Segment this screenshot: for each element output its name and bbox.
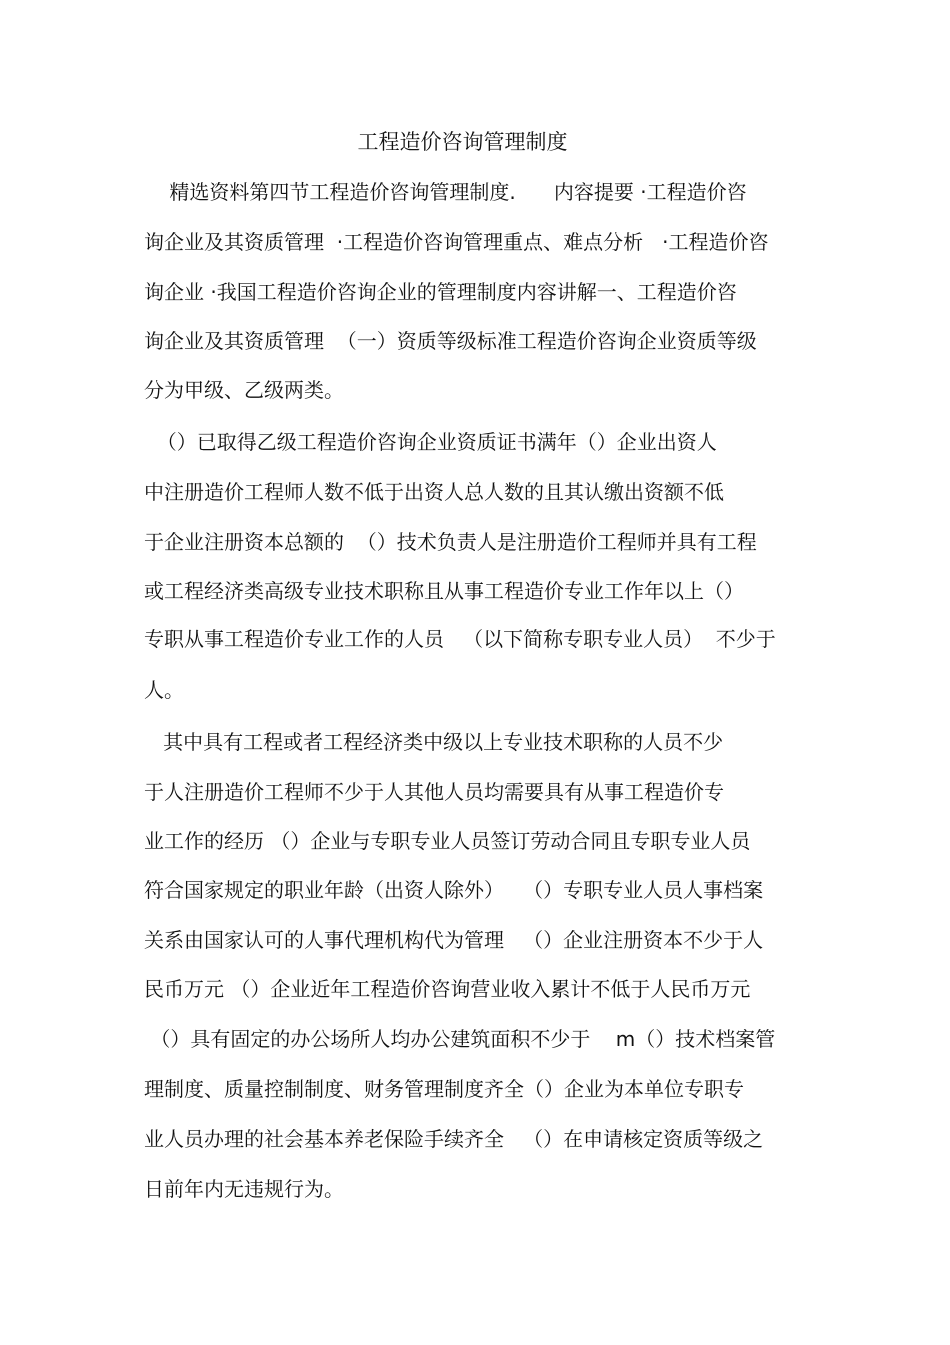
paragraph-3-line-10: 日前年内无违规行为。 [144, 1177, 344, 1201]
paragraph-1-line-1: 精选资料第四节工程造价咨询管理制度. 内容提要 ·工程造价咨 [144, 180, 747, 204]
paragraph-3-line-9: 业人员办理的社会基本养老保险手续齐全 （）在申请核定资质等级之 [144, 1127, 764, 1151]
paragraph-3-line-4: 符合国家规定的职业年龄（出资人除外） （）专职专业人员人事档案 [144, 878, 764, 902]
paragraph-3-line-7: （）具有固定的办公场所人均办公建筑面积不少于 m（）技术档案管 [144, 1027, 776, 1051]
paragraph-3-line-6: 民币万元 （）企业近年工程造价咨询营业收入累计不低于人民币万元 [144, 977, 751, 1001]
paragraph-2-line-1: （）已取得乙级工程造价咨询企业资质证书满年（）企业出资人 [144, 430, 717, 454]
paragraph-2-line-3: 于企业注册资本总额的 （）技术负责人是注册造价工程师并具有工程 [144, 530, 757, 554]
paragraph-3-line-5: 关系由国家认可的人事代理机构代为管理 （）企业注册资本不少于人 [144, 928, 764, 952]
document-title: 工程造价咨询管理制度 [357, 130, 568, 154]
paragraph-3-line-3: 业工作的经历 （）企业与专职专业人员签订劳动合同且专职专业人员 [144, 829, 751, 853]
paragraph-2-line-4: 或工程经济类高级专业技术职称且从事工程造价专业工作年以上（） [144, 579, 744, 603]
paragraph-3-line-1: 其中具有工程或者工程经济类中级以上专业技术职称的人员不少 [144, 730, 724, 754]
paragraph-2-line-6: 人。 [144, 678, 184, 702]
paragraph-3-line-8: 理制度、质量控制制度、财务管理制度齐全（）企业为本单位专职专 [144, 1077, 744, 1101]
paragraph-2-line-2: 中注册造价工程师人数不低于出资人总人数的且其认缴出资额不低 [144, 480, 724, 504]
paragraph-2-line-5: 专职从事工程造价专业工作的人员 （以下简称专职专业人员） 不少于 [144, 627, 776, 651]
paragraph-1-line-2: 询企业及其资质管理 ·工程造价咨询管理重点、难点分析 ·工程造价咨 [144, 230, 769, 254]
paragraph-1-line-5: 分为甲级、乙级两类。 [144, 378, 344, 402]
paragraph-3-line-2: 于人注册造价工程师不少于人其他人员均需要具有从事工程造价专 [144, 780, 724, 804]
paragraph-1-line-4: 询企业及其资质管理 （一）资质等级标准工程造价咨询企业资质等级 [144, 329, 757, 353]
paragraph-1-line-3: 询企业 ·我国工程造价咨询企业的管理制度内容讲解一、工程造价咨 [144, 280, 737, 304]
